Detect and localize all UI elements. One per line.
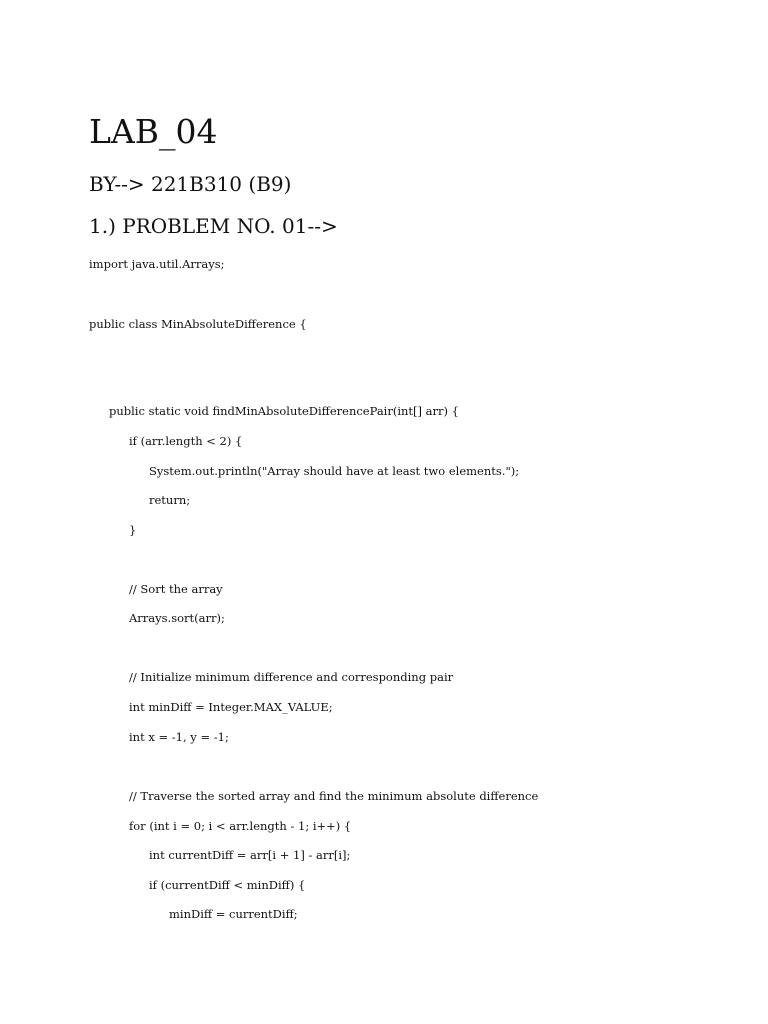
code-line: // Traverse the sorted array and find the minimum absolute difference [129,789,539,803]
author-line: BY--> 221B310 (B9) [89,172,292,196]
code-line: } [129,523,137,537]
code-line: public class MinAbsoluteDifference { [89,317,307,331]
code-line: int x = -1, y = -1; [129,730,229,744]
problem-heading: 1.) PROBLEM NO. 01--> [89,214,338,238]
code-line: minDiff = currentDiff; [169,907,298,921]
code-line: if (arr.length < 2) { [129,434,243,448]
code-line: import java.util.Arrays; [89,257,225,271]
code-line: int currentDiff = arr[i + 1] - arr[i]; [149,848,351,862]
code-line: return; [149,493,191,507]
code-line: // Sort the array [129,582,223,596]
code-line: // Initialize minimum difference and corresponding pair [129,670,454,684]
document-title: LAB_04 [89,112,218,151]
code-line: if (currentDiff < minDiff) { [149,878,306,892]
code-line: Arrays.sort(arr); [129,611,225,625]
code-line: for (int i = 0; i < arr.length - 1; i++) { [129,819,352,833]
code-line: public static void findMinAbsoluteDifferencePair(int[] arr) { [109,404,459,418]
code-line: System.out.println("Array should have at least two elements."); [149,464,520,478]
code-line: int minDiff = Integer.MAX_VALUE; [129,700,333,714]
